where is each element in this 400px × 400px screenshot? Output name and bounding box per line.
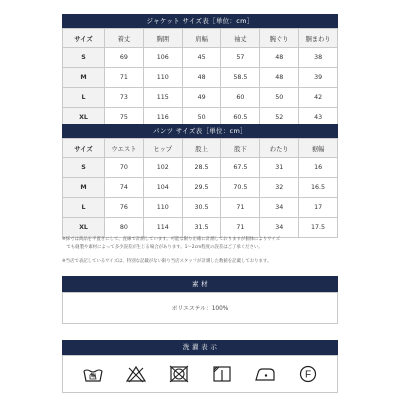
table-cell: 16: [299, 158, 338, 178]
table-cell: 110: [143, 198, 182, 218]
table-cell: 31: [260, 158, 299, 178]
pants-size-table: [62, 138, 338, 238]
table-cell: 106: [143, 48, 182, 68]
table-cell: 104: [143, 178, 182, 198]
column-header: 腕ぐり: [260, 29, 299, 48]
table-header-row: [63, 139, 338, 158]
table-cell: 60.5: [221, 108, 260, 128]
table-cell: 71: [221, 198, 260, 218]
table-cell: 39: [299, 68, 338, 88]
column-header: 肩幅: [182, 29, 221, 48]
table-cell: 71: [221, 218, 260, 238]
table-cell: 115: [143, 88, 182, 108]
table-cell: 31.5: [182, 218, 221, 238]
column-header: ヒップ: [143, 139, 182, 158]
size-cell: M: [63, 68, 105, 88]
note-line: ※採寸は商品を平置きにして、直線で計測しています。可能な限り正確に計測しておりますが個体によりサイズ: [62, 237, 281, 242]
size-cell: S: [63, 158, 105, 178]
table-cell: 43: [299, 108, 338, 128]
column-header: 裾幅: [299, 139, 338, 158]
table-cell: 70.5: [221, 178, 260, 198]
jacket-size-table-title: ジャケット サイズ表［単位：cm］: [62, 14, 338, 28]
note-line: でも縫製や素材によって多少誤差が生じる場合があります。1～2cm程度の誤差はご了承ください。: [62, 245, 263, 250]
table-cell: 48: [182, 68, 221, 88]
table-cell: 57: [221, 48, 260, 68]
table-cell: 50: [260, 88, 299, 108]
table-cell: 34: [260, 218, 299, 238]
column-header: 胴まわり: [299, 29, 338, 48]
table-cell: 38: [299, 48, 338, 68]
table-cell: 102: [143, 158, 182, 178]
size-cell: XL: [63, 218, 105, 238]
table-row: [63, 198, 338, 218]
dry-clean-letter: F: [304, 369, 311, 381]
size-cell: L: [63, 88, 105, 108]
size-cell: XL: [63, 108, 105, 128]
table-cell: 17.5: [299, 218, 338, 238]
table-row: [63, 88, 338, 108]
table-cell: 28.5: [182, 158, 221, 178]
column-header: 着丈: [105, 29, 144, 48]
pants-size-table-title: パンツ サイズ表［単位：cm］: [62, 124, 338, 138]
size-cell: M: [63, 178, 105, 198]
table-cell: 80: [105, 218, 144, 238]
table-row: [63, 48, 338, 68]
table-cell: 74: [105, 178, 144, 198]
column-header: 股上: [182, 139, 221, 158]
table-header-row: [63, 29, 338, 48]
size-note: [62, 258, 342, 266]
table-row: [63, 218, 338, 238]
table-cell: 30.5: [182, 198, 221, 218]
care-title: 洗 濯 表 示: [62, 340, 338, 355]
material-title: 素 材: [62, 276, 338, 292]
jacket-size-table: [62, 28, 338, 128]
table-cell: 16.5: [299, 178, 338, 198]
table-cell: 48: [260, 68, 299, 88]
table-cell: 32: [260, 178, 299, 198]
table-cell: 42: [299, 88, 338, 108]
table-cell: 49: [182, 88, 221, 108]
table-cell: 29.5: [182, 178, 221, 198]
size-cell: S: [63, 48, 105, 68]
note-line: ※当店で表記しているサイズは、特別な記載がない限り当店スタッフが計測した数値を記載しております。: [62, 259, 272, 264]
column-header: 股下: [221, 139, 260, 158]
table-cell: 110: [143, 68, 182, 88]
table-cell: 45: [182, 48, 221, 68]
no-tumble-dry-icon: [167, 364, 191, 384]
material-value: ポリエステル：100%: [171, 306, 229, 312]
table-cell: 34: [260, 198, 299, 218]
measurement-note: [62, 236, 342, 252]
table-cell: 48: [260, 48, 299, 68]
column-header: 胸囲: [143, 29, 182, 48]
table-cell: 60: [221, 88, 260, 108]
column-header: ウエスト: [105, 139, 144, 158]
dry-clean-f-icon: [296, 364, 320, 384]
care-icons-box: [62, 355, 338, 393]
table-cell: 67.5: [221, 158, 260, 178]
material-box: [62, 292, 338, 324]
table-cell: 75: [105, 108, 144, 128]
table-cell: 50: [182, 108, 221, 128]
table-cell: 69: [105, 48, 144, 68]
iron-low-icon: [253, 364, 277, 384]
table-row: [63, 68, 338, 88]
line-dry-shade-icon: [210, 364, 234, 384]
table-cell: 17: [299, 198, 338, 218]
table-cell: 58.5: [221, 68, 260, 88]
column-header: わたり: [260, 139, 299, 158]
table-cell: 76: [105, 198, 144, 218]
table-cell: 71: [105, 68, 144, 88]
table-row: [63, 158, 338, 178]
wash-tub-hand-icon: [81, 364, 105, 384]
table-cell: 116: [143, 108, 182, 128]
table-cell: 114: [143, 218, 182, 238]
size-cell: L: [63, 198, 105, 218]
column-header: サイズ: [63, 139, 105, 158]
no-bleach-icon: [124, 364, 148, 384]
table-row: [63, 178, 338, 198]
column-header: 袖丈: [221, 29, 260, 48]
table-cell: 70: [105, 158, 144, 178]
column-header: サイズ: [63, 29, 105, 48]
table-cell: 73: [105, 88, 144, 108]
table-cell: 52: [260, 108, 299, 128]
